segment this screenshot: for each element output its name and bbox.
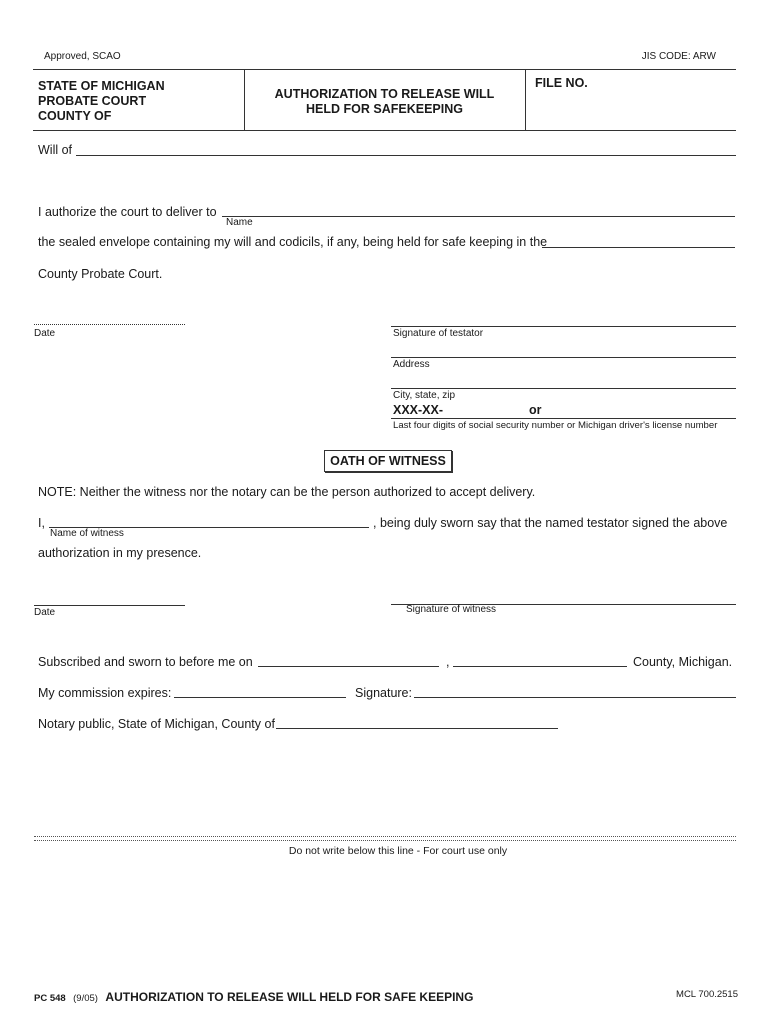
jis-code-label: JIS CODE: ARW (641, 51, 716, 62)
approved-label: Approved, SCAO (44, 51, 121, 62)
oath-i: I, (38, 516, 45, 530)
testator-city-field[interactable] (391, 374, 736, 389)
witness-name-label: Name of witness (50, 528, 124, 539)
subscribed-text: Subscribed and sworn to before me on (38, 655, 253, 669)
testator-date-label: Date (34, 328, 56, 339)
witness-date-field[interactable] (34, 591, 185, 606)
commission-expires-field[interactable] (174, 683, 346, 698)
delivery-name-label: Name (226, 217, 253, 228)
court-use-rule-bottom (34, 840, 736, 841)
subscribed-county-field[interactable] (453, 652, 627, 667)
testator-date-field[interactable] (34, 310, 185, 325)
ssn-field[interactable] (391, 404, 736, 419)
footer-form-id (34, 988, 473, 1006)
court-use-notice: Do not write below this line - For court use only (288, 845, 508, 857)
testator-signature-label: Signature of testator (393, 328, 484, 339)
court-county: COUNTY OF (38, 109, 112, 123)
ssn-prefix: XXX-XX- (393, 403, 444, 417)
witness-date-label: Date (34, 607, 56, 618)
court-block (38, 79, 165, 124)
witness-name-field[interactable] (49, 513, 369, 528)
footer-form-code: PC 548 (34, 993, 66, 1004)
oath-note: NOTE: Neither the witness nor the notary can be the person authorized to accept delivery. (38, 485, 536, 499)
subscribed-date-field[interactable] (258, 652, 439, 667)
footer-statute: MCL 700.2515 (676, 989, 738, 1000)
oath-of-witness-title: OATH OF WITNESS (324, 450, 452, 472)
sealed-envelope-text: the sealed envelope containing my will and codicils, if any, being held for safe keeping in the (38, 235, 548, 249)
footer-revision: (9/05) (73, 993, 98, 1004)
county-field[interactable] (542, 233, 735, 248)
testator-address-label: Address (393, 359, 430, 370)
commission-text: My commission expires: (38, 686, 172, 700)
court-use-rule-top (34, 836, 736, 837)
file-no-label: FILE NO. (535, 76, 588, 90)
subscribed-comma: , (446, 655, 450, 669)
county-probate-text: County Probate Court. (38, 267, 163, 281)
delivery-name-field[interactable] (222, 202, 735, 217)
authorize-text: I authorize the court to deliver to (38, 205, 217, 219)
oath-sworn-text: , being duly sworn say that the named testator signed the above (373, 516, 728, 530)
notary-public-text: Notary public, State of Michigan, County of (38, 717, 275, 731)
court-state: STATE OF MICHIGAN (38, 79, 165, 93)
will-of-field[interactable] (76, 141, 736, 156)
county-michigan-text: County, Michigan. (633, 655, 733, 669)
header-top-rule (33, 69, 736, 70)
ssn-label: Last four digits of social security number or Michigan driver's license number (393, 420, 718, 431)
testator-address-field[interactable] (391, 343, 736, 358)
witness-signature-label: Signature of witness (406, 604, 497, 615)
notary-county-field[interactable] (276, 714, 558, 729)
testator-signature-field[interactable] (391, 312, 736, 327)
court-name: PROBATE COURT (38, 94, 147, 108)
header-bottom-rule (33, 130, 736, 131)
form-title-line2: HELD FOR SAFEKEEPING (306, 102, 463, 116)
testator-city-label: City, state, zip (393, 390, 456, 401)
form-title (244, 87, 525, 117)
notary-signature-text: Signature: (355, 686, 412, 700)
oath-presence-text: authorization in my presence. (38, 546, 202, 560)
header-divider-right (525, 69, 526, 130)
witness-signature-field[interactable] (391, 590, 736, 605)
notary-signature-field[interactable] (414, 683, 736, 698)
ssn-or: or (529, 403, 542, 417)
will-of-label: Will of (38, 143, 73, 157)
form-title-line1: AUTHORIZATION TO RELEASE WILL (274, 87, 495, 101)
footer-title: AUTHORIZATION TO RELEASE WILL HELD FOR SAFE KEEPING (105, 990, 474, 1004)
